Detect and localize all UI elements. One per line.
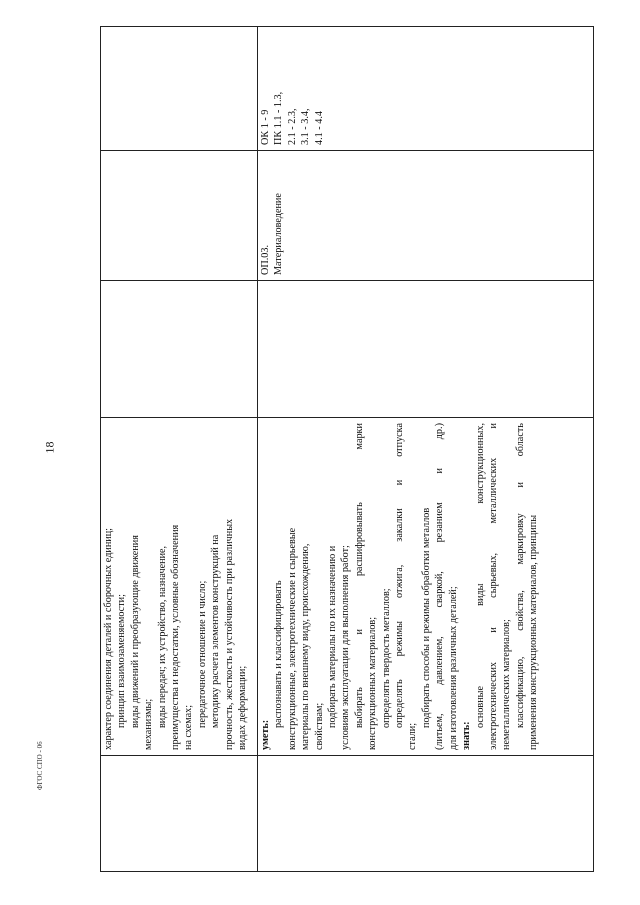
word: и xyxy=(394,479,406,486)
text-line: свойствам; xyxy=(313,702,325,750)
text-line: материалы по внешнему виду, происхождению, xyxy=(300,543,312,750)
word: и xyxy=(434,468,446,474)
text-line: для изготовления различных деталей; xyxy=(447,586,459,750)
word: конструкционных, xyxy=(474,423,486,504)
competency-line: 4.1 - 4.4 xyxy=(313,111,325,145)
text-line: уметь: xyxy=(260,719,271,750)
text-line: принцип взаимозаменяемости; xyxy=(116,594,128,728)
word: определять xyxy=(394,679,406,728)
text-line xyxy=(393,423,406,750)
text-line: стали; xyxy=(407,722,419,750)
word: (литьем, xyxy=(434,713,446,750)
word: отжига, xyxy=(394,564,406,598)
row2-cell-3 xyxy=(258,281,594,418)
page-number: 18 xyxy=(42,441,57,454)
competency-table xyxy=(100,26,594,872)
word: резанием xyxy=(434,502,446,543)
text-line: определять твердость металлов; xyxy=(380,588,392,728)
text-line: неметаллических материалов; xyxy=(501,619,513,750)
text-line: на схемах; xyxy=(183,704,195,750)
row2-cell-1 xyxy=(258,756,594,872)
row2-skills-cell xyxy=(258,418,594,756)
row1-cell-4 xyxy=(101,151,258,281)
word: электротехнических xyxy=(487,662,499,750)
row2-subject-cell xyxy=(258,151,594,281)
word: виды xyxy=(474,583,486,606)
text-line: подбирать способы и режимы обработки металлов xyxy=(420,507,432,728)
text-line: конструкционные, электротехнические и сырьевые xyxy=(286,527,298,750)
word: др.) xyxy=(434,423,446,440)
word: марки xyxy=(353,423,365,450)
word: выбирать xyxy=(353,687,365,728)
word: и xyxy=(487,423,499,429)
text-line: виды движений и преобразующие движения xyxy=(129,535,141,728)
word: металлических xyxy=(487,457,499,524)
word: режимы xyxy=(394,620,406,657)
text-line: характер соединения деталей и сборочных единиц; xyxy=(103,527,114,750)
word: маркировку xyxy=(514,513,526,565)
row1-cell-5 xyxy=(101,27,258,151)
subject-code: ОП.03. xyxy=(260,245,271,275)
text-line: механизмы; xyxy=(143,698,155,750)
text-line: преимущества и недостатки, условные обозначения xyxy=(170,524,182,750)
footer-code: ФГОС СПО - 06 xyxy=(36,741,44,790)
text-line: знать: xyxy=(461,721,473,750)
word: основные xyxy=(474,685,486,728)
word: и xyxy=(514,482,526,488)
text-line: распознавать и классифицировать xyxy=(273,580,285,728)
table-row-2 xyxy=(258,27,594,872)
word: закалки xyxy=(394,508,406,542)
text-line xyxy=(474,423,487,750)
text-line: передаточное отношение и число; xyxy=(196,580,208,728)
word: область xyxy=(514,423,526,457)
text-line: виды передач; их устройство, назначение, xyxy=(156,545,168,728)
row1-knowledge-cell xyxy=(101,418,258,756)
text-line: конструкционных материалов; xyxy=(367,616,379,750)
table-row-1 xyxy=(101,27,258,872)
text-line: методику расчета элементов конструкций на xyxy=(210,534,222,728)
competency-line: ОК 1 - 9 xyxy=(260,109,271,145)
row1-cell-3 xyxy=(101,281,258,418)
word: классификацию, xyxy=(514,656,526,728)
competency-line: ПК 1.1 - 1.3, xyxy=(273,91,285,145)
text-line xyxy=(514,423,527,750)
text-line xyxy=(433,423,446,750)
text-line: применения конструкционных материалов, принципы xyxy=(528,514,540,750)
text-line: условиям эксплуатации для выполнения работ; xyxy=(340,545,352,750)
word: сваркой, xyxy=(434,571,446,608)
text-line: подбирать материалы по их назначению и xyxy=(327,545,339,728)
word: отпуска xyxy=(394,423,406,457)
word: и xyxy=(353,628,365,635)
word: сырьевых, xyxy=(487,552,499,598)
row1-cell-1 xyxy=(101,756,258,872)
text-line xyxy=(353,423,366,750)
text-line: видах деформации; xyxy=(237,665,249,750)
word: и xyxy=(487,627,499,633)
competency-line: 3.1 - 3.4, xyxy=(300,108,312,145)
row2-competencies-cell xyxy=(258,27,594,151)
word: давлением, xyxy=(434,636,446,685)
subject-name: Материаловедение xyxy=(273,193,285,275)
rotated-page xyxy=(100,27,594,872)
word: расшифровывать xyxy=(353,502,365,577)
competency-line: 2.1 - 2.3, xyxy=(286,108,298,145)
word: свойства, xyxy=(514,590,526,631)
text-line: прочность, жесткость и устойчивость при различных xyxy=(223,518,235,750)
text-line xyxy=(487,423,500,750)
